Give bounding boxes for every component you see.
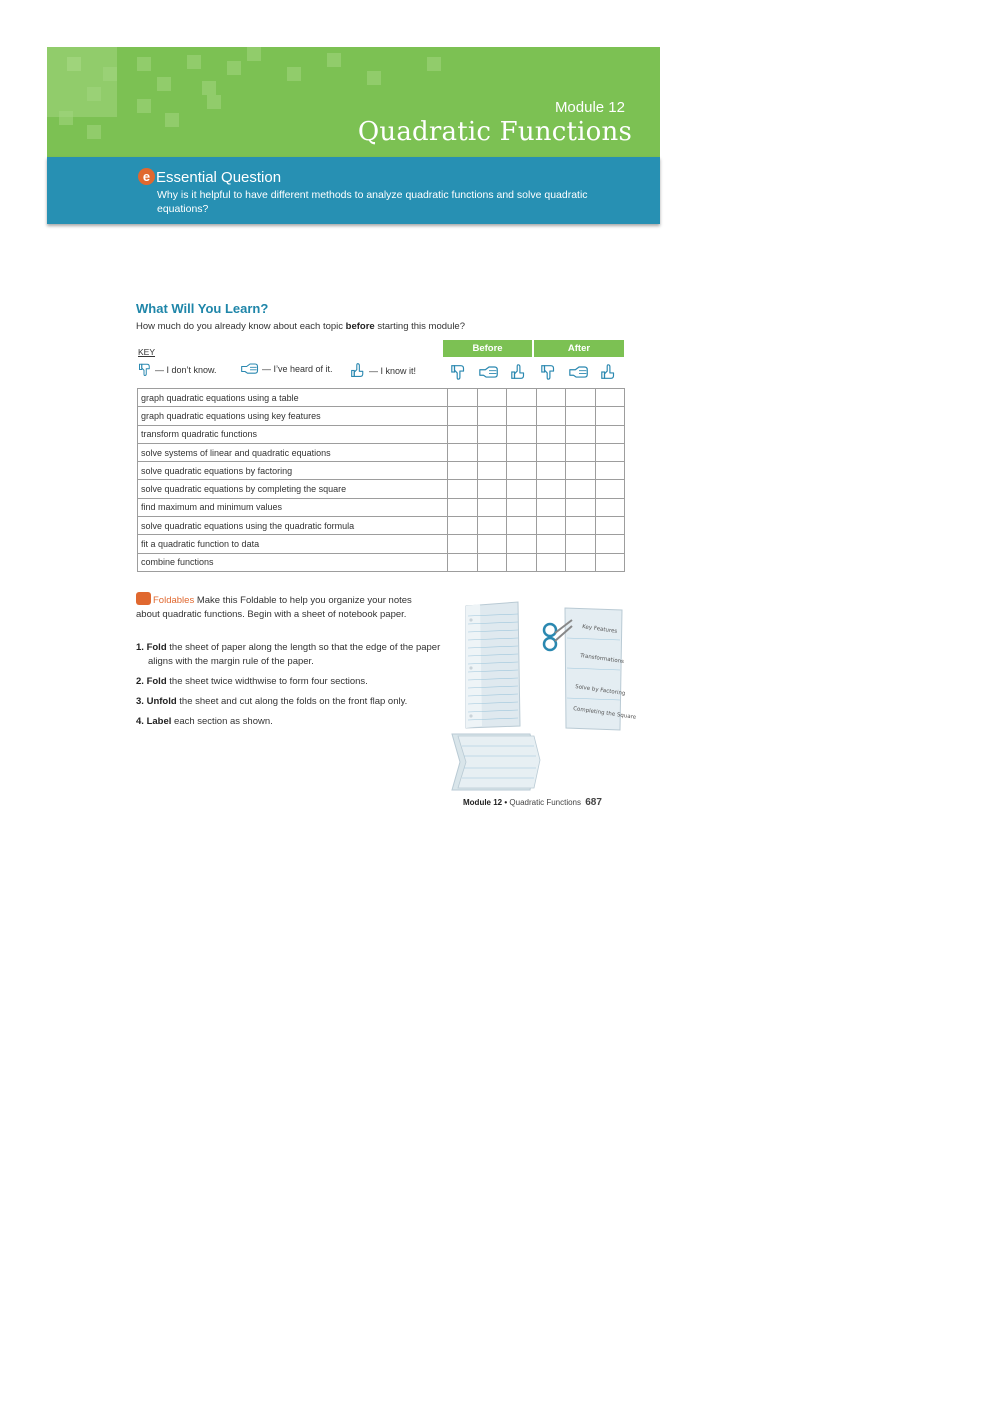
table-row <box>138 480 625 498</box>
before-check-cell[interactable] <box>448 498 477 516</box>
thumbs-up-icon <box>504 358 533 386</box>
before-check-cell[interactable] <box>477 462 506 480</box>
after-check-cell[interactable] <box>566 553 595 571</box>
foldables-intro: Foldables Make this Foldable to help you organize your notes about quadratic functions. Begin with a sheet of notebook paper. <box>136 592 436 622</box>
after-check-cell[interactable] <box>595 407 624 425</box>
flap-label: Transformations <box>579 653 625 666</box>
before-check-cell[interactable] <box>448 462 477 480</box>
learn-heading: What Will You Learn? <box>136 301 269 316</box>
before-column-header: Before <box>443 340 532 357</box>
before-check-cell[interactable] <box>477 407 506 425</box>
after-check-cell[interactable] <box>566 480 595 498</box>
after-check-cell[interactable] <box>536 517 565 535</box>
thumbs-sideways-icon <box>564 358 593 386</box>
before-check-cell[interactable] <box>477 535 506 553</box>
after-check-cell[interactable] <box>595 553 624 571</box>
essential-question-icon: e <box>138 168 155 185</box>
after-check-cell[interactable] <box>595 462 624 480</box>
table-row <box>138 517 625 535</box>
before-check-cell[interactable] <box>448 389 477 407</box>
after-check-cell[interactable] <box>536 407 565 425</box>
table-row <box>138 443 625 461</box>
topic-label: solve systems of linear and quadratic equations <box>138 443 448 461</box>
before-check-cell[interactable] <box>477 425 506 443</box>
after-check-cell[interactable] <box>566 498 595 516</box>
before-check-cell[interactable] <box>448 443 477 461</box>
thumbs-down-icon <box>138 362 153 377</box>
flap-label: Solve by Factoring <box>574 684 626 698</box>
flap-label: Key Features <box>581 624 618 635</box>
after-check-cell[interactable] <box>595 480 624 498</box>
labeled-flaps-image <box>544 608 637 730</box>
page-footer: Module 12 • Quadratic Functions 687 <box>463 797 602 808</box>
before-check-cell[interactable] <box>448 480 477 498</box>
list-item: 2. Fold the sheet twice widthwise to form four sections. <box>136 676 368 687</box>
page-title: Quadratic Functions <box>357 117 632 147</box>
before-check-cell[interactable] <box>448 553 477 571</box>
before-check-cell[interactable] <box>448 425 477 443</box>
after-check-cell[interactable] <box>595 389 624 407</box>
before-check-cell[interactable] <box>477 443 506 461</box>
flap-label: Completing the Square <box>572 706 637 721</box>
before-check-cell[interactable] <box>507 443 536 461</box>
after-check-cell[interactable] <box>536 425 565 443</box>
after-check-cell[interactable] <box>566 389 595 407</box>
before-check-cell[interactable] <box>477 389 506 407</box>
after-check-cell[interactable] <box>566 535 595 553</box>
after-check-cell[interactable] <box>536 480 565 498</box>
before-check-cell[interactable] <box>477 480 506 498</box>
folded-paper-image <box>466 602 520 728</box>
before-check-cell[interactable] <box>507 389 536 407</box>
before-check-cell[interactable] <box>507 535 536 553</box>
list-item: 3. Unfold the sheet and cut along the folds on the front flap only. <box>136 696 408 707</box>
after-check-cell[interactable] <box>566 443 595 461</box>
topic-label: graph quadratic equations using key features <box>138 407 448 425</box>
module-banner <box>47 47 660 157</box>
foldable-illustration <box>450 600 637 795</box>
list-item: 4. Label each section as shown. <box>136 716 273 727</box>
table-row <box>138 425 625 443</box>
topic-label: graph quadratic equations using a table <box>138 389 448 407</box>
topic-label: combine functions <box>138 553 448 571</box>
after-check-cell[interactable] <box>595 517 624 535</box>
before-check-cell[interactable] <box>507 425 536 443</box>
after-check-cell[interactable] <box>595 535 624 553</box>
page-number: 687 <box>585 797 602 808</box>
topic-label: solve quadratic equations by factoring <box>138 462 448 480</box>
before-check-cell[interactable] <box>448 517 477 535</box>
before-check-cell[interactable] <box>507 462 536 480</box>
essential-question-heading: Essential Question <box>156 169 282 186</box>
key-item-know-it: — I know it! <box>350 362 416 379</box>
after-check-cell[interactable] <box>536 553 565 571</box>
before-check-cell[interactable] <box>477 553 506 571</box>
after-column-header: After <box>534 340 624 357</box>
before-check-cell[interactable] <box>448 407 477 425</box>
after-check-cell[interactable] <box>595 425 624 443</box>
table-row <box>138 407 625 425</box>
list-item: 1. Fold the sheet of paper along the length so that the edge of the paper aligns with the margin rule of the paper. <box>136 642 441 667</box>
table-row <box>138 498 625 516</box>
before-check-cell[interactable] <box>507 498 536 516</box>
module-label: Module 12 <box>554 99 625 116</box>
topic-label: fit a quadratic function to data <box>138 535 448 553</box>
essential-question-band <box>47 157 660 224</box>
after-check-cell[interactable] <box>536 535 565 553</box>
table-row <box>138 462 625 480</box>
essential-question-text: Why is it helpful to have different methods to analyze quadratic functions and solve quadratic equations? <box>157 189 588 215</box>
thumbs-up-icon <box>594 358 623 386</box>
table-row <box>138 389 625 407</box>
topic-label: solve quadratic equations using the quadratic formula <box>138 517 448 535</box>
key-item-dont-know: — I don’t know. <box>138 362 217 377</box>
learn-intro: How much do you already know about each topic before starting this module? <box>136 321 466 332</box>
table-row <box>138 553 625 571</box>
foldables-icon <box>136 592 151 605</box>
after-check-cell[interactable] <box>536 462 565 480</box>
after-check-cell[interactable] <box>536 498 565 516</box>
after-check-cell[interactable] <box>566 462 595 480</box>
topic-label: find maximum and minimum values <box>138 498 448 516</box>
thumbs-down-icon <box>444 358 473 386</box>
foldable-steps <box>136 641 441 735</box>
thumbs-sideways-icon <box>474 358 503 386</box>
before-check-cell[interactable] <box>477 517 506 535</box>
before-check-cell[interactable] <box>477 498 506 516</box>
before-check-cell[interactable] <box>448 535 477 553</box>
before-check-cell[interactable] <box>507 407 536 425</box>
thumbs-sideways-icon <box>240 362 260 376</box>
key-item-heard-of: — I’ve heard of it. <box>240 362 333 376</box>
thumbs-down-icon <box>534 358 563 386</box>
topic-label: solve quadratic equations by completing the square <box>138 480 448 498</box>
cut-flaps-image <box>452 734 540 790</box>
before-check-cell[interactable] <box>507 517 536 535</box>
after-check-cell[interactable] <box>536 389 565 407</box>
after-check-cell[interactable] <box>566 517 595 535</box>
self-assessment-table <box>137 388 625 572</box>
before-check-cell[interactable] <box>507 553 536 571</box>
key-label: KEY <box>138 347 156 357</box>
after-check-cell[interactable] <box>566 407 595 425</box>
after-check-cell[interactable] <box>595 498 624 516</box>
after-check-cell[interactable] <box>595 443 624 461</box>
table-row <box>138 535 625 553</box>
foldables-brand: Foldables <box>153 595 195 606</box>
before-check-cell[interactable] <box>507 480 536 498</box>
thumbs-up-icon <box>350 362 367 379</box>
topic-label: transform quadratic functions <box>138 425 448 443</box>
after-check-cell[interactable] <box>566 425 595 443</box>
after-check-cell[interactable] <box>536 443 565 461</box>
